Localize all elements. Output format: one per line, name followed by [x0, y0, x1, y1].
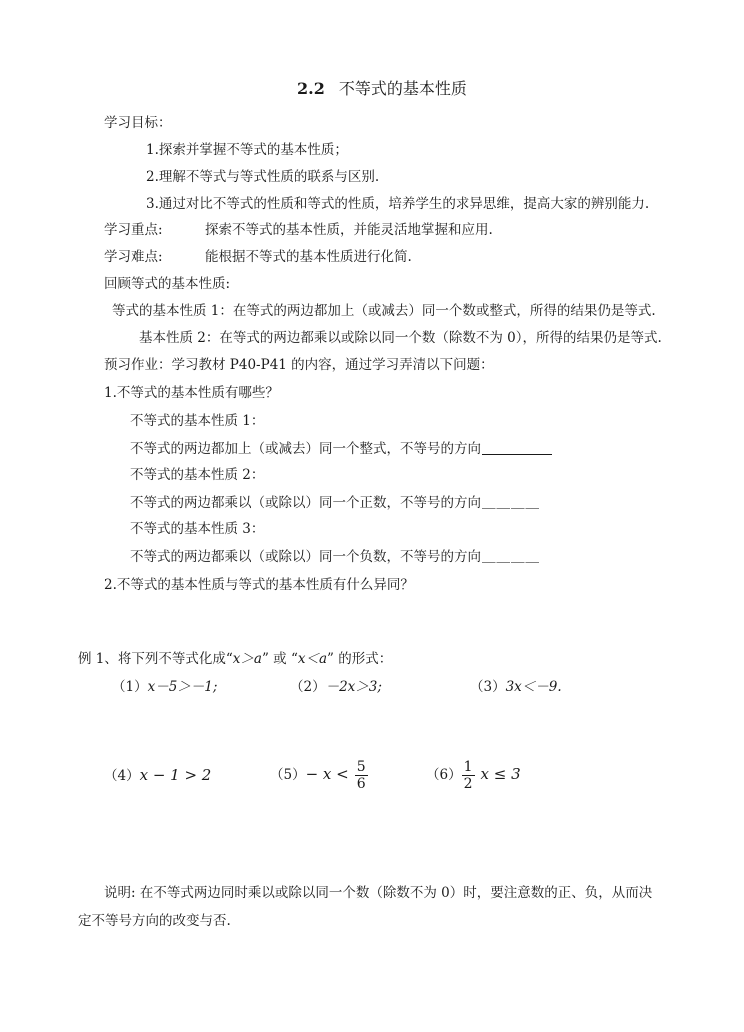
- problem-label: （4）: [104, 768, 140, 784]
- inequality-property-2-text: [130, 494, 540, 512]
- problem-label: （5）: [270, 767, 306, 783]
- example-1-intro: [78, 650, 392, 668]
- problem-expression: x − 1 > 2: [139, 766, 212, 784]
- answer-blank[interactable]: ＿＿＿＿: [482, 495, 540, 511]
- question-2: 2.不等式的基本性质与等式的基本性质有什么异同？: [104, 577, 414, 593]
- problem-expression: x ≤ 3: [480, 765, 521, 783]
- target-form-1: x＞a: [232, 651, 262, 667]
- key-point-label: 学习重点:: [104, 222, 163, 238]
- note-line-1: 说明: 在不等式两边同时乘以或除以同一个数（除数不为 0）时，要注意数的正、负，从而决: [104, 885, 653, 901]
- example-problem-1: [112, 678, 217, 696]
- intro-text: 例 1、将下列不等式化成“: [78, 651, 233, 667]
- equality-property-1: 等式的基本性质 1：在等式的两边都加上（或减去）同一个数或整式，所得的结果仍是等式.: [112, 303, 656, 319]
- problem-label: （2）: [290, 679, 326, 695]
- difficulty-text: 能根据不等式的基本性质进行化简.: [205, 249, 412, 265]
- difficulty-label: 学习难点:: [104, 249, 163, 265]
- problem-label: （3）: [470, 679, 506, 695]
- property-text: 不等式的两边都加上（或减去）同一个整式，不等号的方向: [130, 441, 481, 457]
- property-text: 不等式的两边都乘以（或除以）同一个正数，不等号的方向: [130, 495, 481, 511]
- equality-property-2: 基本性质 2：在等式的两边都乘以或除以同一个数（除数不为 0），所得的结果仍是等式.: [139, 330, 662, 346]
- property-text: 不等式的两边都乘以（或除以）同一个负数，不等号的方向: [130, 549, 481, 565]
- problem-expression: x－5＞－1;: [147, 679, 218, 695]
- inequality-property-1-label: 不等式的基本性质 1：: [130, 413, 265, 429]
- page-title: [297, 80, 467, 98]
- example-problem-3: [470, 678, 562, 696]
- intro-text: ” 的形式：: [327, 651, 393, 667]
- fraction-numerator: 5: [356, 759, 366, 775]
- example-problem-5: [270, 756, 368, 793]
- section-title: 不等式的基本性质: [338, 79, 467, 98]
- problem-expression: －2x＞3;: [325, 679, 382, 695]
- goal-item: 3.通过对比不等式的性质和等式的性质，培养学生的求异思维，提高大家的辨别能力.: [146, 196, 650, 212]
- inequality-property-3-text: [130, 548, 540, 566]
- problem-label: （1）: [112, 679, 148, 695]
- example-problem-4: [104, 766, 211, 785]
- fraction-numerator: 1: [463, 759, 473, 775]
- answer-blank[interactable]: ＿＿＿＿: [482, 549, 540, 565]
- fraction-denominator: 6: [356, 776, 366, 792]
- key-point-text: 探索不等式的基本性质，并能灵活地掌握和应用.: [205, 222, 493, 238]
- question-1: 1.不等式的基本性质有哪些？: [104, 385, 279, 401]
- problem-expression: − x <: [305, 765, 349, 783]
- fraction-denominator: 2: [463, 776, 473, 792]
- example-problem-2: [290, 678, 382, 696]
- note-line-2: 定不等号方向的改变与否.: [78, 913, 231, 929]
- review-heading: 回顾等式的基本性质:: [104, 276, 231, 292]
- fraction: [355, 759, 368, 792]
- inequality-property-3-label: 不等式的基本性质 3：: [130, 521, 265, 537]
- target-form-2: x＜a: [297, 651, 328, 667]
- intro-text: ” 或 “: [261, 651, 298, 667]
- section-number: 2.2: [297, 79, 325, 98]
- goal-item: 2.理解不等式与等式性质的联系与区别.: [146, 169, 380, 185]
- problem-expression: 3x＜－9.: [505, 679, 562, 695]
- goal-item: 1.探索并掌握不等式的基本性质；: [146, 142, 348, 158]
- fraction: [462, 759, 475, 792]
- inequality-property-1-text: [130, 440, 552, 458]
- inequality-property-2-label: 不等式的基本性质 2：: [130, 467, 265, 483]
- problem-label: （6）: [426, 767, 462, 783]
- answer-blank[interactable]: [482, 440, 552, 455]
- preview-assignment: 预习作业：学习教材 P40-P41 的内容，通过学习弄清以下问题：: [104, 357, 494, 373]
- goals-label: 学习目标：: [104, 115, 172, 131]
- example-problem-6: [426, 756, 521, 793]
